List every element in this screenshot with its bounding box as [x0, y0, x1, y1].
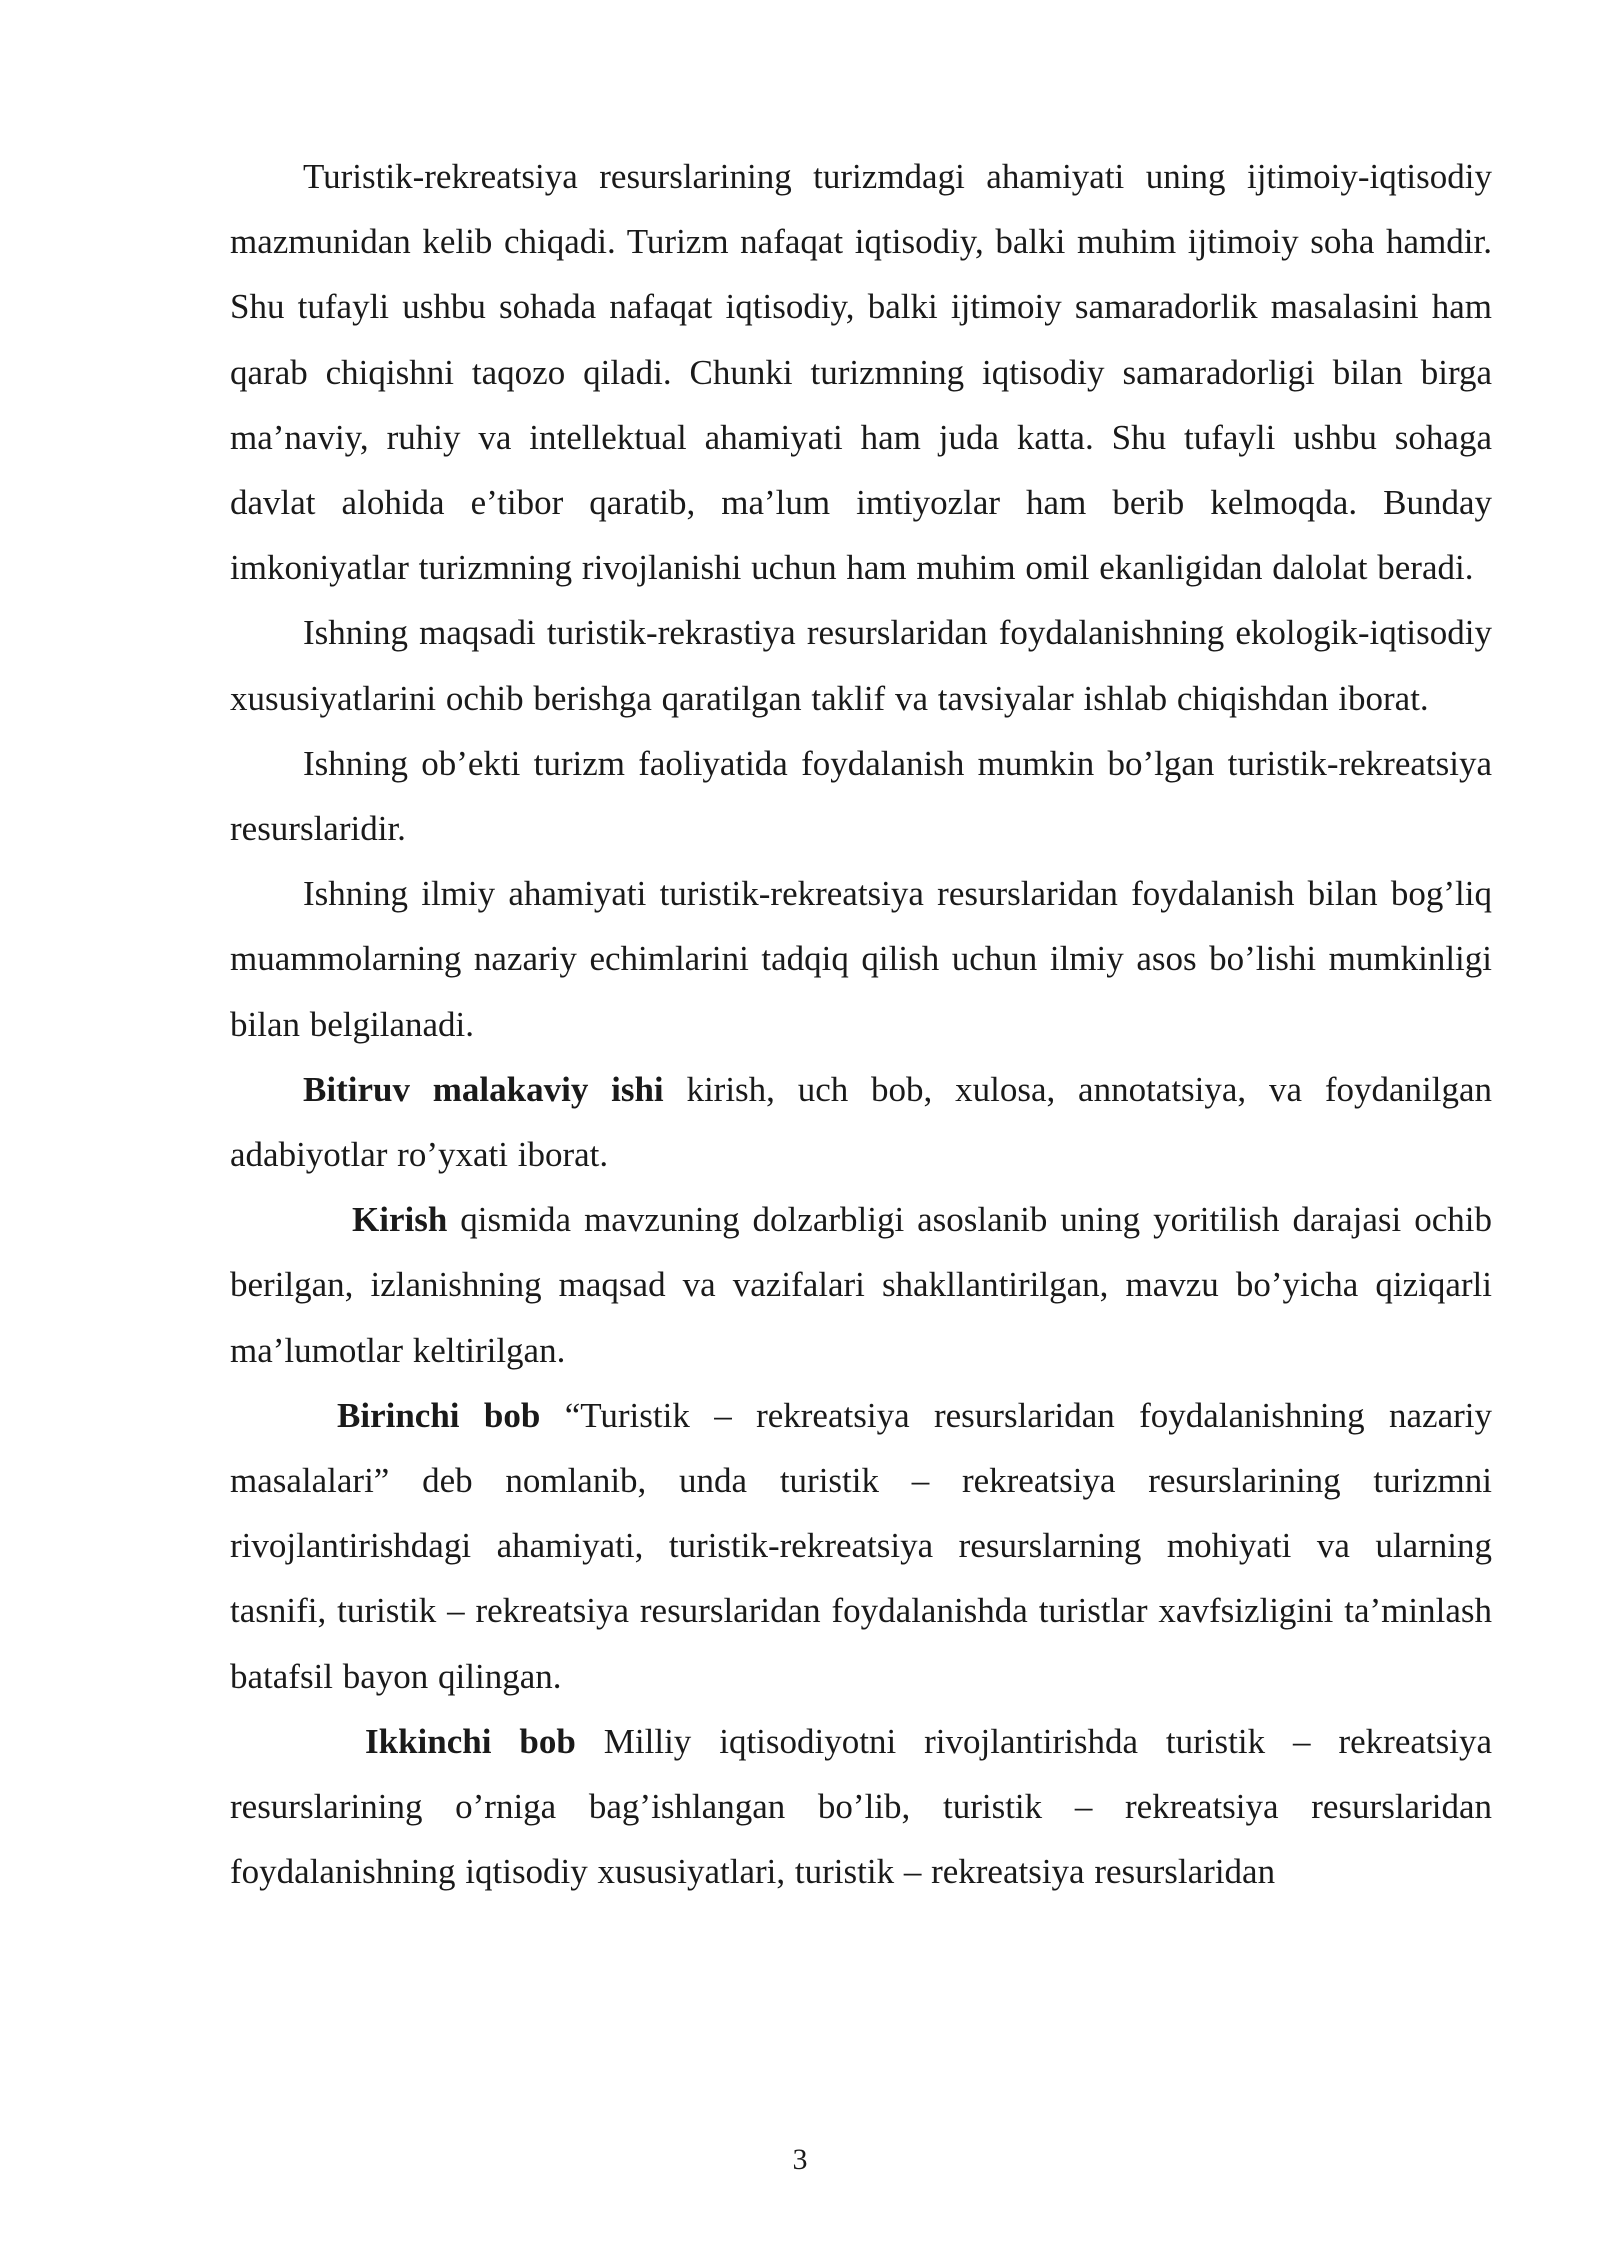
paragraph-structure-lead: Bitiruv malakaviy ishi — [303, 1069, 664, 1109]
paragraph-object — [230, 731, 1492, 861]
paragraph-object-text: Ishning ob’ekti turizm faoliyatida foydalanish mumkin bo’lgan turistik-rekreatsiya resurslaridir. — [230, 743, 1492, 849]
paragraph-chapter-two-lead: Ikkinchi bob — [365, 1721, 576, 1761]
paragraph-goal-text: Ishning maqsadi turistik-rekrastiya resurslaridan foydalanishning ekologik-iqtisodiy xususiyatlarini ochib berishga qaratilgan taklif va tavsiyalar ishlab chiqishdan iborat. — [230, 613, 1492, 718]
paragraph-intro — [230, 144, 1492, 600]
paragraph-introduction-summary — [230, 1187, 1492, 1383]
paragraph-significance-text: Ishning ilmiy ahamiyati turistik-rekreatsiya resurslaridan foydalanish bilan bog’liq muammolarning nazariy echimlarini tadqiq qilish uchun ilmiy asos bo’lishi mumkinligi bilan belgilanadi. — [230, 874, 1492, 1044]
paragraph-chapter-two — [230, 1709, 1492, 1905]
page-number: 3 — [792, 2143, 808, 2176]
paragraph-introduction-lead: Kirish — [352, 1200, 448, 1240]
paragraph-chapter-one — [230, 1383, 1492, 1709]
page-body — [230, 144, 1492, 1904]
paragraph-goal — [230, 600, 1492, 730]
paragraph-structure-text: kirish, uch bob, xulosa, annotatsiya, va foydanilgan adabiyotlar ro’yxati iborat. — [230, 1069, 1492, 1175]
paragraph-intro-text: Turistik-rekreatsiya resurslarining turizmdagi ahamiyati uning ijtimoiy-iqtisodiy mazmunidan kelib chiqadi. Turizm nafaqat iqtisodiy, balki muhim ijtimoiy soha hamdir. Shu tufayli ushbu sohada nafaqat iqtisodiy, balki ijtimoiy samaradorlik masalasini ham qarab chiqishni taqozo qiladi. Chunki turizmning iqtisodiy samaradorligi bilan birga ma’naviy, ruhiy va intellektual ahamiyati ham juda katta. Shu tufayli ushbu sohaga davlat alohida e’tibor qaratib, ma’lum imtiyozlar ham berib kelmoqda. Bunday imkoniyatlar turizmning rivojlanishi uchun ham muhim omil ekanligidan dalolat beradi. — [230, 157, 1492, 588]
paragraph-chapter-two-text: Milliy iqtisodiyotni rivojlantirishda turistik – rekreatsiya resurslarining o’rniga bag’ishlangan bo’lib, turistik – rekreatsiya resurslaridan foydalanishning iqtisodiy xususiyatlari, turistik – rekreatsiya resurslaridan — [230, 1721, 1492, 1892]
paragraph-significance — [230, 861, 1492, 1057]
paragraph-introduction-text: qismida mavzuning dolzarbligi asoslanib uning yoritilish darajasi ochib berilgan, izlanishning maqsad va vazifalari shakllantirilgan, mavzu bo’yicha qiziqarli ma’lumotlar keltirilgan. — [230, 1200, 1492, 1370]
paragraph-chapter-one-lead: Birinchi bob — [337, 1395, 541, 1435]
paragraph-chapter-one-text: “Turistik – rekreatsiya resurslaridan foydalanishning nazariy masalalari” deb nomlanib, unda turistik – rekreatsiya resurslarining turizmni rivojlantirishdagi ahamiyati, turistik-rekreatsiya resurslarning mohiyati va ularning tasnifi, turistik – rekreatsiya resurslaridan foydalanishda turistlar xavfsizligini ta’minlash batafsil bayon qilingan. — [230, 1395, 1492, 1696]
paragraph-structure — [230, 1057, 1492, 1187]
